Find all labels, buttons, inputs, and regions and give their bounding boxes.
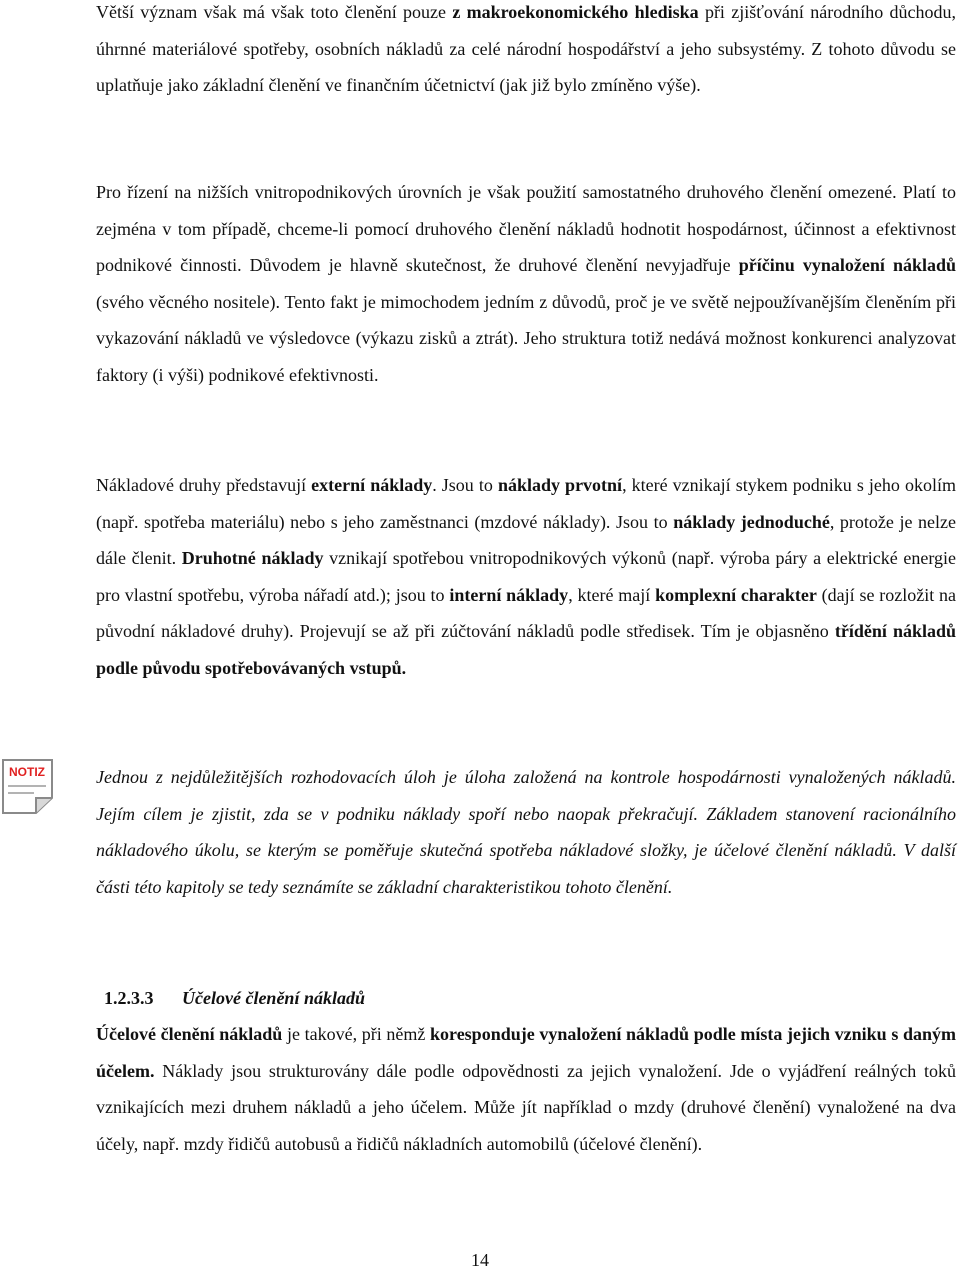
notiz-label: NOTIZ xyxy=(9,765,45,779)
page-number: 14 xyxy=(471,1250,489,1270)
paragraph-purpose-classification: Účelové členění nákladů je takové, při němž koresponduje vynaložení nákladů podle místa jejich vzniku s daným účelem. Náklady jsou strukturovány dále podle odpovědnosti za jejich vynaložení. Jde o vyjádření reálných toků vznikajících mezi druhem nákladů a jeho účelem. Může jít například o mzdy (druhové členění) vynaložené na dva účely, např. mzdy řidičů autobusů a řidičů nákladních automobilů (účelové členění). xyxy=(96,1024,956,1154)
section-title: Účelové členění nákladů xyxy=(182,988,365,1008)
notiz-note-icon xyxy=(0,758,56,816)
section-number: 1.2.3.3 xyxy=(104,988,154,1008)
section-heading xyxy=(104,980,365,1016)
paragraph-macroeconomic: Větší význam však má však toto členění pouze z makroekonomického hlediska při zjišťování národního důchodu, úhrnné materiálové spotřeby, osobních nákladů za celé národní hospodářství a jeho subsystémy. Z tohoto důvodu se uplatňuje jako základní členění ve finančním účetnictví (jak již bylo zmíněno výše). xyxy=(96,2,956,96)
paragraph-internal-levels: Pro řízení na nižších vnitropodnikových úrovních je však použití samostatného druhového členění omezené. Platí to zejména v tom případě, chceme-li pomocí druhového členění nákladů hodnotit hospodárnost, účinnost a efektivnost podnikové činnosti. Důvodem je hlavně skutečnost, že druhové členění nevyjadřuje příčinu vynaložení nákladů (svého věcného nositele). Tento fakt je mimochodem jedním z důvodů, proč je ve světě nejpoužívanějším členěním při vykazování nákladů ve výsledovce (výkazu zisků a ztrát). Jeho struktura totiž nedává možnost konkurenci analyzovat faktory (i výši) podnikové efektivnosti. xyxy=(96,182,956,385)
note-paragraph: Jednou z nejdůležitějších rozhodovacích úloh je úloha založená na kontrole hospodárnosti vynaložených nákladů. Jejím cílem je zjistit, zda se v podniku náklady spoří nebo naopak překračují. Základem stanovení racionálního nákladového úkolu, se kterým se poměřuje skutečná spotřeba nákladové složky, je účelové členění nákladů. V další části této kapitoly se tedy seznámíte se základní charakteristikou tohoto členění. xyxy=(96,767,956,897)
paragraph-cost-types: Nákladové druhy představují externí náklady. Jsou to náklady prvotní, které vznikají stykem podniku s jeho okolím (např. spotřeba materiálu) nebo s jeho zaměstnanci (mzdové náklady). Jsou to náklady jednoduché, protože je nelze dále členit. Druhotné náklady vznikají spotřebou vnitropodnikových výkonů (např. výroba páry a elektrické energie pro vlastní spotřebu, výroba nářadí atd.); jsou to interní náklady, které mají komplexní charakter (dají se rozložit na původní nákladové druhy). Projevují se až při zúčtování nákladů podle středisek. Tím je objasněno třídění nákladů podle původu spotřebovávaných vstupů. xyxy=(96,475,957,678)
